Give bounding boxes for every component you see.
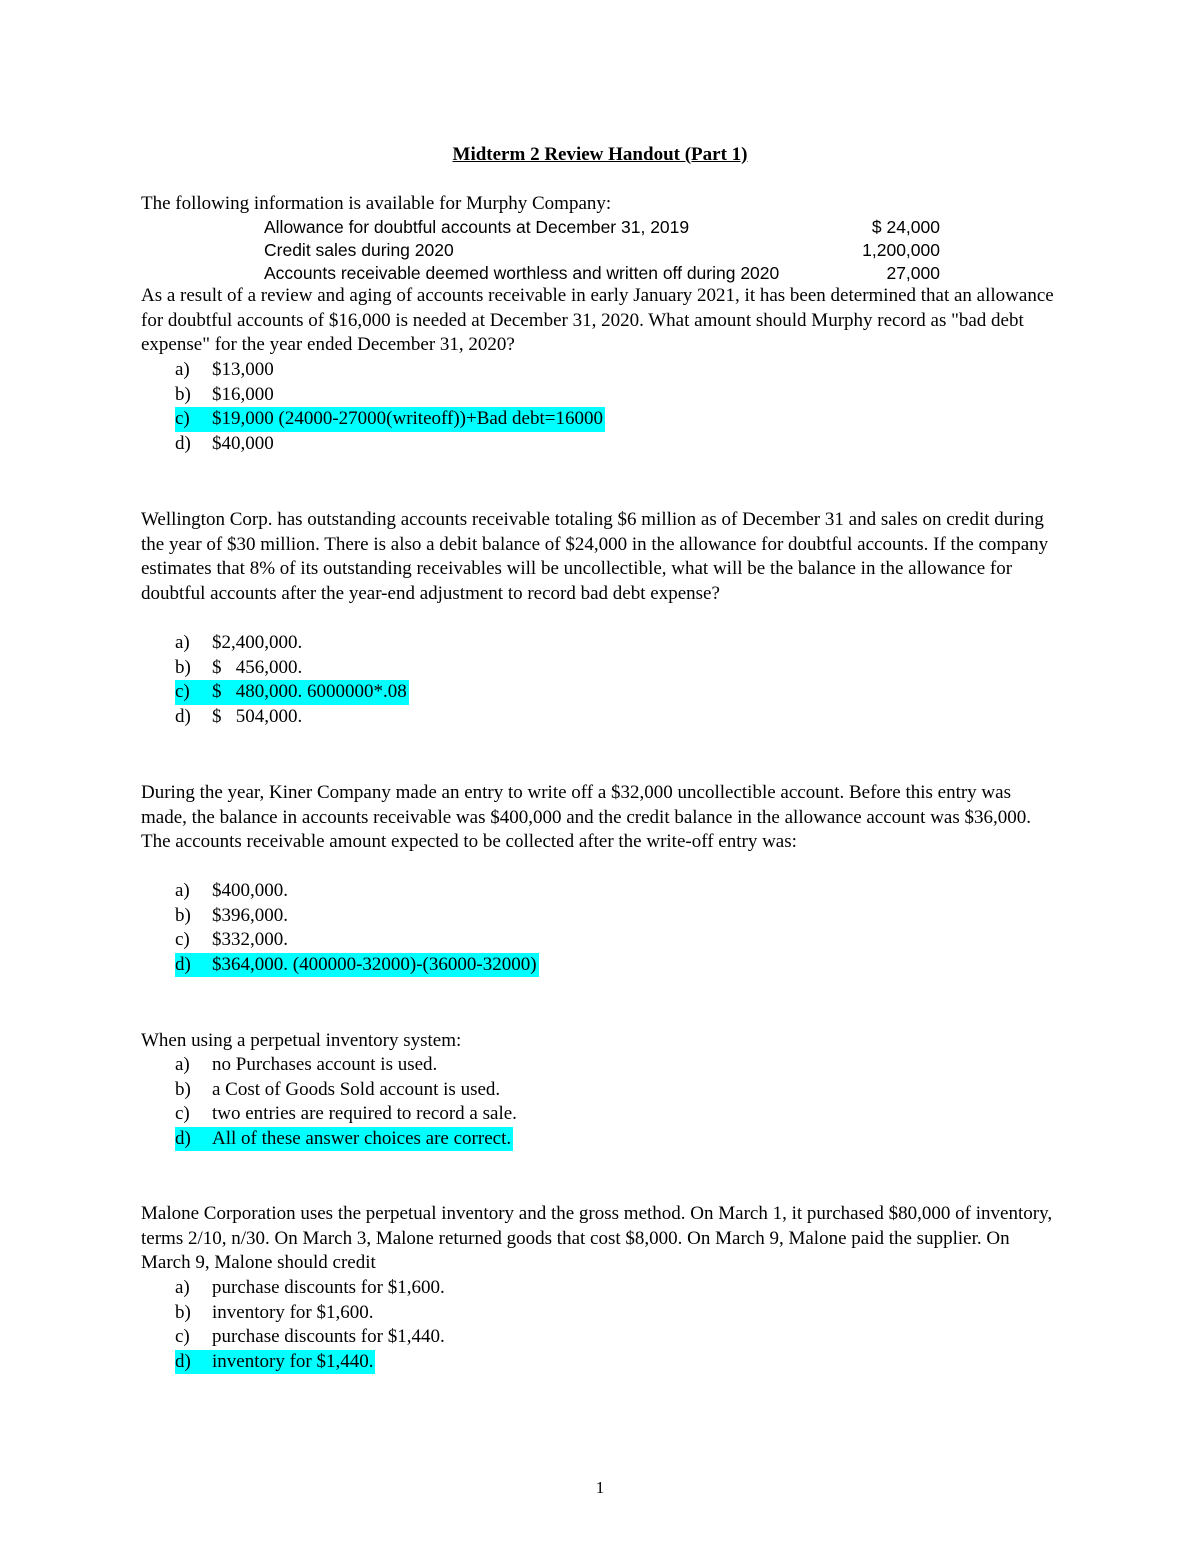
table-row — [264, 239, 944, 262]
option-letter: c) — [175, 1326, 190, 1348]
option-text: All of these answer choices are correct. — [212, 1127, 512, 1149]
list-item — [175, 1053, 519, 1078]
q1-options — [175, 358, 605, 456]
correct-answer — [175, 1350, 447, 1375]
option-letter: a) — [175, 1054, 190, 1075]
list-item — [175, 928, 539, 953]
correct-answer — [175, 680, 409, 705]
correct-answer — [175, 1127, 519, 1152]
q3-options — [175, 879, 539, 977]
list-item — [175, 383, 605, 408]
option-text: inventory for $1,440. — [212, 1350, 374, 1372]
page-number: 1 — [595, 1478, 605, 1497]
option-text: $16,000 — [212, 383, 274, 405]
option-text: $2,400,000. — [212, 632, 303, 653]
option-text: $ 504,000. — [212, 705, 303, 727]
option-text: a Cost of Goods Sold account is used. — [212, 1078, 501, 1100]
list-item — [175, 432, 605, 457]
option-letter: a) — [175, 359, 190, 380]
option-letter: c) — [175, 408, 190, 430]
q4-question: When using a perpetual inventory system: — [141, 1030, 462, 1051]
option-letter: d) — [175, 1350, 191, 1372]
table-row — [264, 262, 944, 285]
table-row-label: Accounts receivable deemed worthless and written off during 2020 — [264, 263, 780, 283]
table-row-value: 27,000 — [886, 263, 940, 283]
list-item — [175, 904, 539, 929]
option-letter: d) — [175, 1127, 191, 1149]
option-text: $ 456,000. — [212, 656, 303, 678]
page-title: Midterm 2 Review Handout (Part 1) — [452, 144, 748, 165]
correct-answer — [175, 953, 539, 978]
option-text: $332,000. — [212, 929, 288, 951]
q1-intro: The following information is available for Murphy Company: — [141, 193, 612, 214]
list-item — [175, 631, 409, 656]
q1-question: As a result of a review and aging of accounts receivable in early January 2021, it has been determined that an allowance for doubtful accounts of $16,000 is needed at December 31, 2020. What amount should Murphy record as "bad debt expense" for the year ended December 31, 2020? — [141, 285, 1054, 356]
list-item — [175, 879, 539, 904]
option-letter: c) — [175, 681, 190, 703]
list-item — [175, 1301, 447, 1326]
table-row-value: 1,200,000 — [862, 240, 940, 260]
option-letter: d) — [175, 705, 191, 727]
list-item — [175, 1325, 447, 1350]
option-text: no Purchases account is used. — [212, 1054, 438, 1075]
table-row-value: $ 24,000 — [871, 217, 940, 237]
q2-question: Wellington Corp. has outstanding accounts receivable totaling $6 million as of December 31 and sales on credit during the year of $30 million. There is also a debit balance of $24,000 in the allowance for doubtful accounts. If the company estimates that 8% of its outstanding receivables will be uncollectible, what will be the balance in the allowance for doubtful accounts after the year-end adjustment to record bad debt expense? — [141, 509, 1049, 604]
q4-options — [175, 1053, 519, 1151]
option-letter: b) — [175, 904, 191, 926]
q3-question: During the year, Kiner Company made an entry to write off a $32,000 uncollectible account. Before this entry was made, the balance in accounts receivable was $400,000 and the credit balance in the allowance account was $36,000. The accounts receivable amount expected to be collected after the write-off entry was: — [141, 782, 1032, 853]
option-text: $19,000 (24000-27000(writeoff))+Bad debt=16000 — [212, 408, 603, 430]
option-letter: c) — [175, 1103, 190, 1125]
option-letter: a) — [175, 632, 190, 653]
option-letter: d) — [175, 432, 191, 454]
option-letter: c) — [175, 929, 190, 951]
option-text: $ 480,000. 6000000*.08 — [212, 681, 407, 703]
list-item — [175, 705, 409, 730]
option-text: $13,000 — [212, 359, 274, 380]
q2-options — [175, 631, 409, 729]
list-item — [175, 656, 409, 681]
option-letter: b) — [175, 656, 191, 678]
table-row-label: Allowance for doubtful accounts at December 31, 2019 — [264, 217, 690, 237]
option-letter: d) — [175, 953, 191, 975]
option-text: $364,000. (400000-32000)-(36000-32000) — [212, 953, 537, 975]
q5-options — [175, 1276, 447, 1374]
option-text: inventory for $1,600. — [212, 1301, 374, 1323]
option-text: purchase discounts for $1,600. — [212, 1277, 445, 1298]
list-item — [175, 1276, 447, 1301]
q1-data-table — [264, 216, 944, 285]
list-item — [175, 1102, 519, 1127]
option-text: purchase discounts for $1,440. — [212, 1326, 445, 1348]
option-letter: a) — [175, 880, 190, 901]
option-letter: b) — [175, 1301, 191, 1323]
option-letter: a) — [175, 1277, 190, 1298]
option-text: $40,000 — [212, 432, 274, 454]
option-text: two entries are required to record a sale. — [212, 1103, 517, 1125]
correct-answer — [175, 407, 605, 432]
list-item — [175, 1078, 519, 1103]
option-text: $396,000. — [212, 904, 288, 926]
list-item — [175, 358, 605, 383]
option-letter: b) — [175, 383, 191, 405]
option-text: $400,000. — [212, 880, 288, 901]
table-row-label: Credit sales during 2020 — [264, 240, 454, 260]
q5-question: Malone Corporation uses the perpetual inventory and the gross method. On March 1, it purchased $80,000 of inventory, terms 2/10, n/30. On March 3, Malone returned goods that cost $8,000. On March 9, Malone paid the supplier. On March 9, Malone should credit — [141, 1203, 1053, 1274]
option-letter: b) — [175, 1078, 191, 1100]
table-row — [264, 216, 944, 239]
